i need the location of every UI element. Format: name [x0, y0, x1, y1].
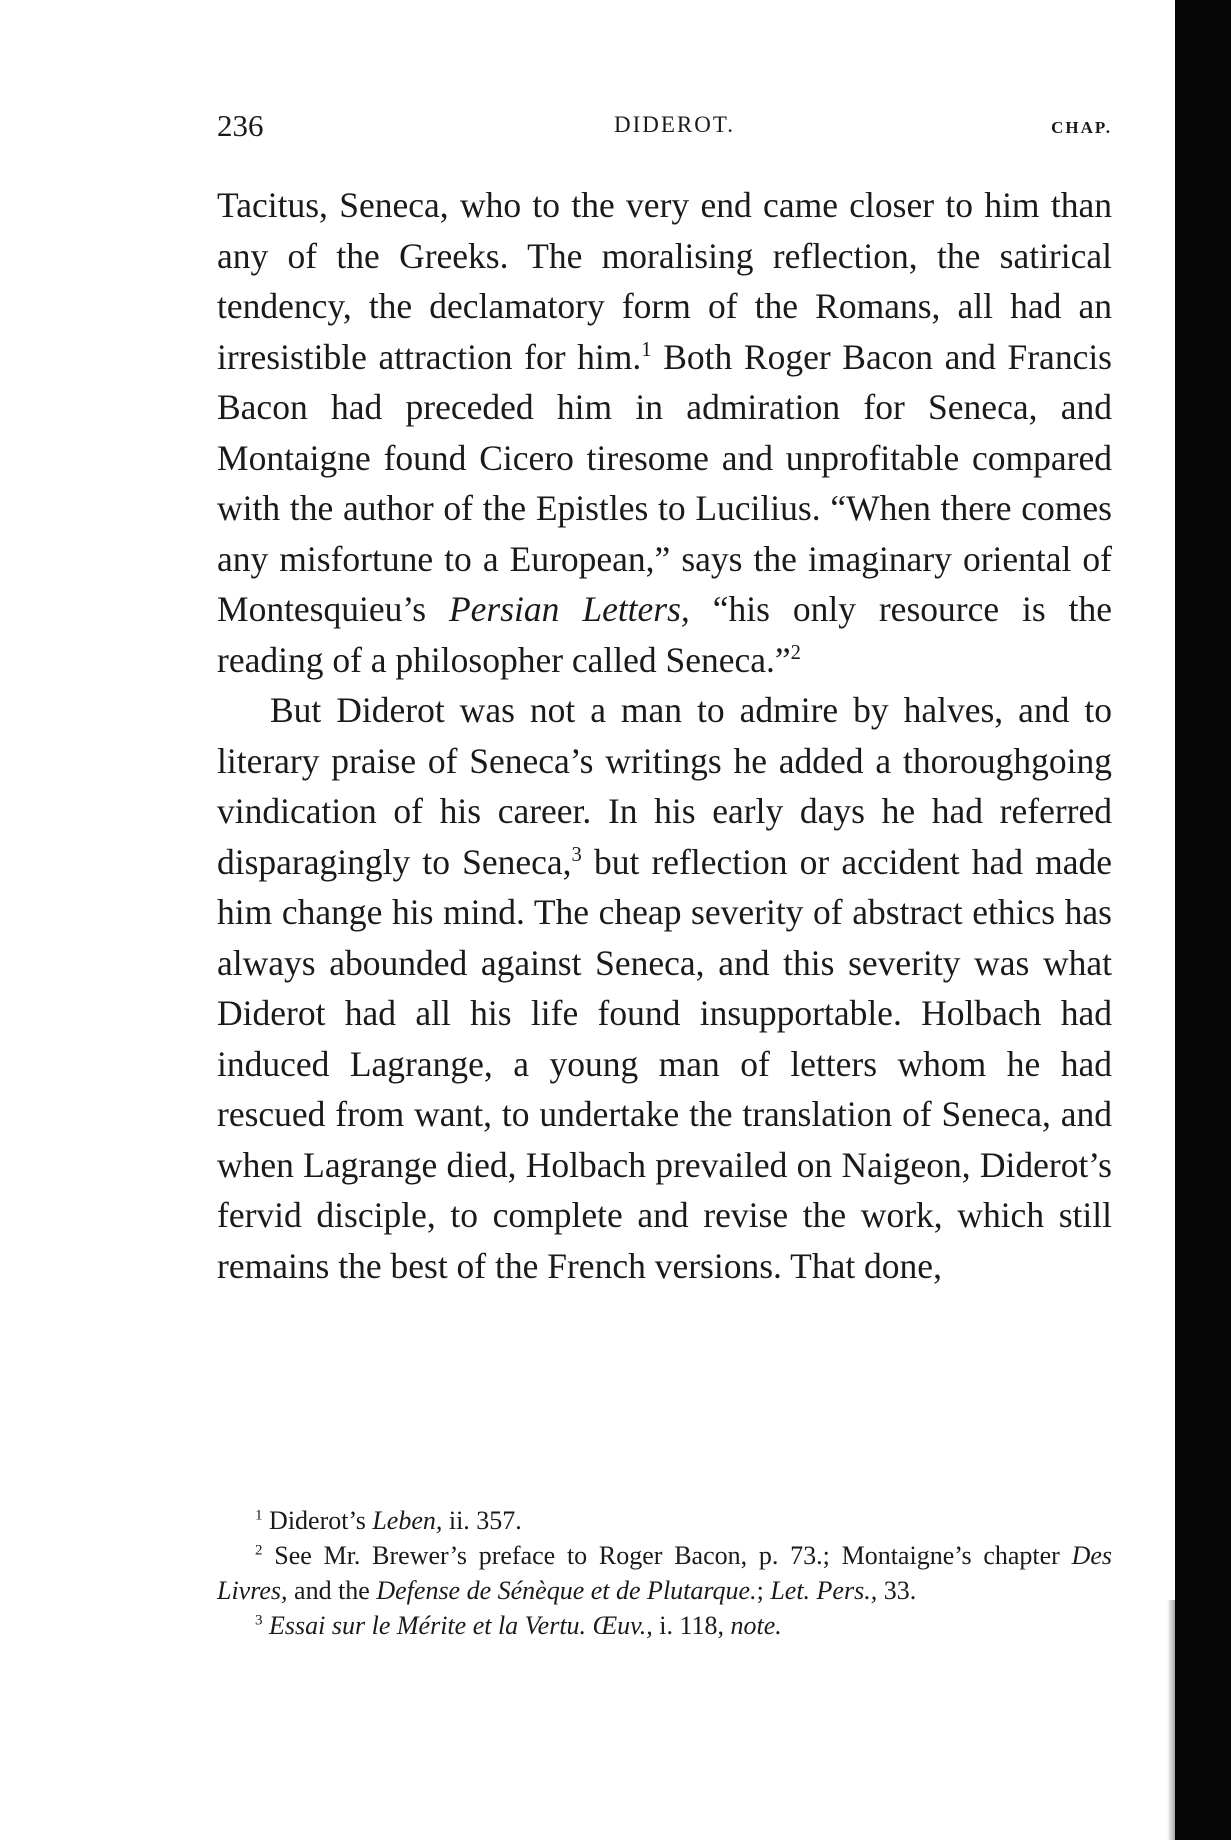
text-span: But Diderot was not a man to admire by halves, and to literary praise of Seneca’s writings he added a thoroughgoing vindication of his career. In his early days he had referred disparagingly to Seneca,: [217, 690, 1112, 882]
text-span: Diderot’s: [262, 1506, 373, 1535]
text-span: but reflection or accident had made him change his mind. The cheap severity of abstract ethics has always abounded against Seneca, and this severity was what Diderot had all his life found insupportable. Holbach had induced Lagrange, a young man of letters whom he had rescued from want, to undertake the translation of Seneca, and when Lagrange died, Holbach prevailed on Naigeon, Diderot’s fervid disciple, to complete and revise the work, which still remains the best of the French versions. That done,: [217, 841, 1112, 1286]
italic-title: Essai sur le Mérite et la Vertu.: [269, 1611, 587, 1640]
italic-title: Let. Pers.,: [770, 1576, 878, 1605]
text-span: “his only resource is the reading of a philosopher called Seneca.”: [217, 589, 1112, 680]
paragraph: [217, 180, 1112, 685]
italic-title: Œuv.,: [592, 1611, 653, 1640]
page-header: [217, 108, 1112, 148]
text-span: See Mr. Brewer’s preface to Roger Bacon, p. 73.; Montaigne’s chapter: [262, 1541, 1072, 1570]
footnote-marker: 2: [255, 1542, 263, 1559]
footnote-ref: 2: [790, 641, 801, 664]
text-span: i. 118,: [652, 1611, 731, 1640]
footnotes: [217, 1503, 1112, 1643]
running-title: DIDEROT.: [614, 112, 735, 137]
chapter-label: CHAP.: [1051, 118, 1112, 137]
italic-title: note.: [730, 1611, 782, 1640]
text-span: and the: [287, 1576, 377, 1605]
footnote-marker: 3: [255, 1612, 263, 1629]
footnote: [217, 1608, 1112, 1643]
text-span: ;: [756, 1576, 771, 1605]
footnote-ref: 1: [641, 338, 652, 361]
italic-title: Leben,: [372, 1506, 443, 1535]
text-span: 33.: [877, 1576, 917, 1605]
page-number: 236: [217, 108, 264, 143]
footnote: [217, 1503, 1112, 1538]
italic-title: Des Livres,: [217, 1541, 1112, 1605]
footnote-marker: 1: [255, 1507, 263, 1524]
text-span: Tacitus, Seneca, who to the very end came closer to him than any of the Greeks. The moralising reflection, the satirical tendency, the declamatory form of the Romans, all had an irresistible attraction for him.: [217, 185, 1112, 377]
footnote-ref: 3: [571, 843, 582, 866]
text-span: Both Roger Bacon and Francis Bacon had preceded him in admiration for Seneca, and Montaigne found Cicero tiresome and unprofitable compared with the author of the Epistles to Lucilius. “When there comes any misfortune to a European,” says the imaginary oriental of Montesquieu’s: [217, 336, 1113, 629]
italic-title: Defense de Sénèque et de Plutarque.: [376, 1576, 757, 1605]
italic-title: Persian Letters,: [448, 589, 690, 629]
binding-edge-shadow: [1175, 0, 1231, 1840]
body-text: [217, 180, 1112, 1291]
paragraph: [217, 685, 1112, 1291]
footnote: [217, 1538, 1112, 1608]
text-span: ii. 357.: [442, 1506, 522, 1535]
